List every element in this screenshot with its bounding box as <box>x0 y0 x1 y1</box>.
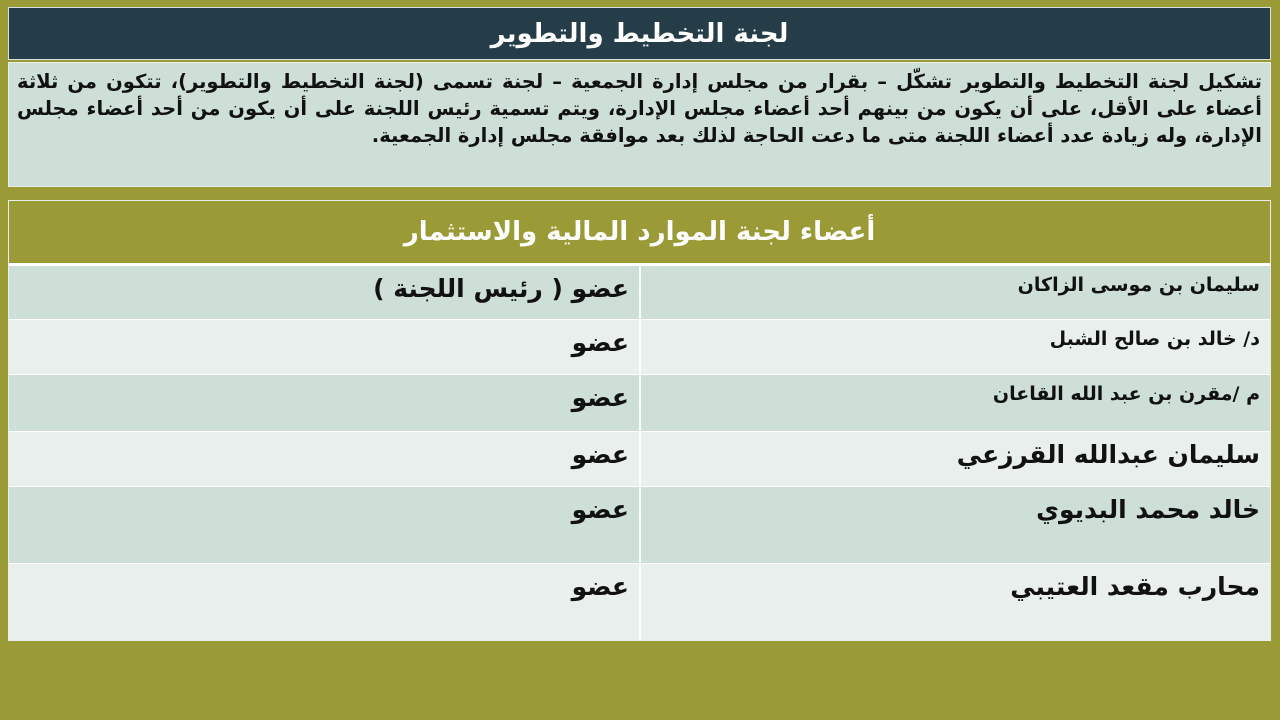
table-row <box>9 266 1270 320</box>
member-role: عضو <box>571 328 629 357</box>
table-row <box>9 564 1270 640</box>
member-name: سليمان عبدالله القرزعي <box>639 432 1270 486</box>
member-name: محارب مقعد العتيبي <box>639 564 1270 640</box>
member-name: م /مقرن بن عبد الله القاعان <box>639 375 1270 431</box>
table-row <box>9 487 1270 564</box>
page-title: لجنة التخطيط والتطوير <box>8 7 1271 60</box>
table-row <box>9 320 1270 375</box>
member-role: عضو <box>571 440 629 469</box>
committee-description: تشكيل لجنة التخطيط والتطوير تشكّل – بقرار من مجلس إدارة الجمعية – لجنة تسمى (لجنة التخطيط والتطوير)، تتكون من ثلاثة أعضاء على الأقل، على أن يكون من بينهم أحد أعضاء مجلس الإدارة، ويتم تسمية رئيس اللجنة على أن يكون من أحد أعضاء مجلس الإدارة، وله زيادة عدد أعضاء اللجنة متى ما دعت الحاجة لذلك بعد موافقة مجلس إدارة الجمعية. <box>8 62 1271 187</box>
members-table-title: أعضاء لجنة الموارد المالية والاستثمار <box>9 201 1270 266</box>
member-name: خالد محمد البديوي <box>639 487 1270 563</box>
table-row <box>9 375 1270 432</box>
member-name: سليمان بن موسى الزاكان <box>639 266 1270 319</box>
table-row <box>9 432 1270 487</box>
member-name: د/ خالد بن صالح الشبل <box>639 320 1270 374</box>
member-role: عضو <box>571 383 629 412</box>
member-role: عضو <box>571 572 629 601</box>
members-table <box>8 200 1271 641</box>
member-role: عضو ( رئيس اللجنة ) <box>373 274 629 303</box>
member-role: عضو <box>571 495 629 524</box>
